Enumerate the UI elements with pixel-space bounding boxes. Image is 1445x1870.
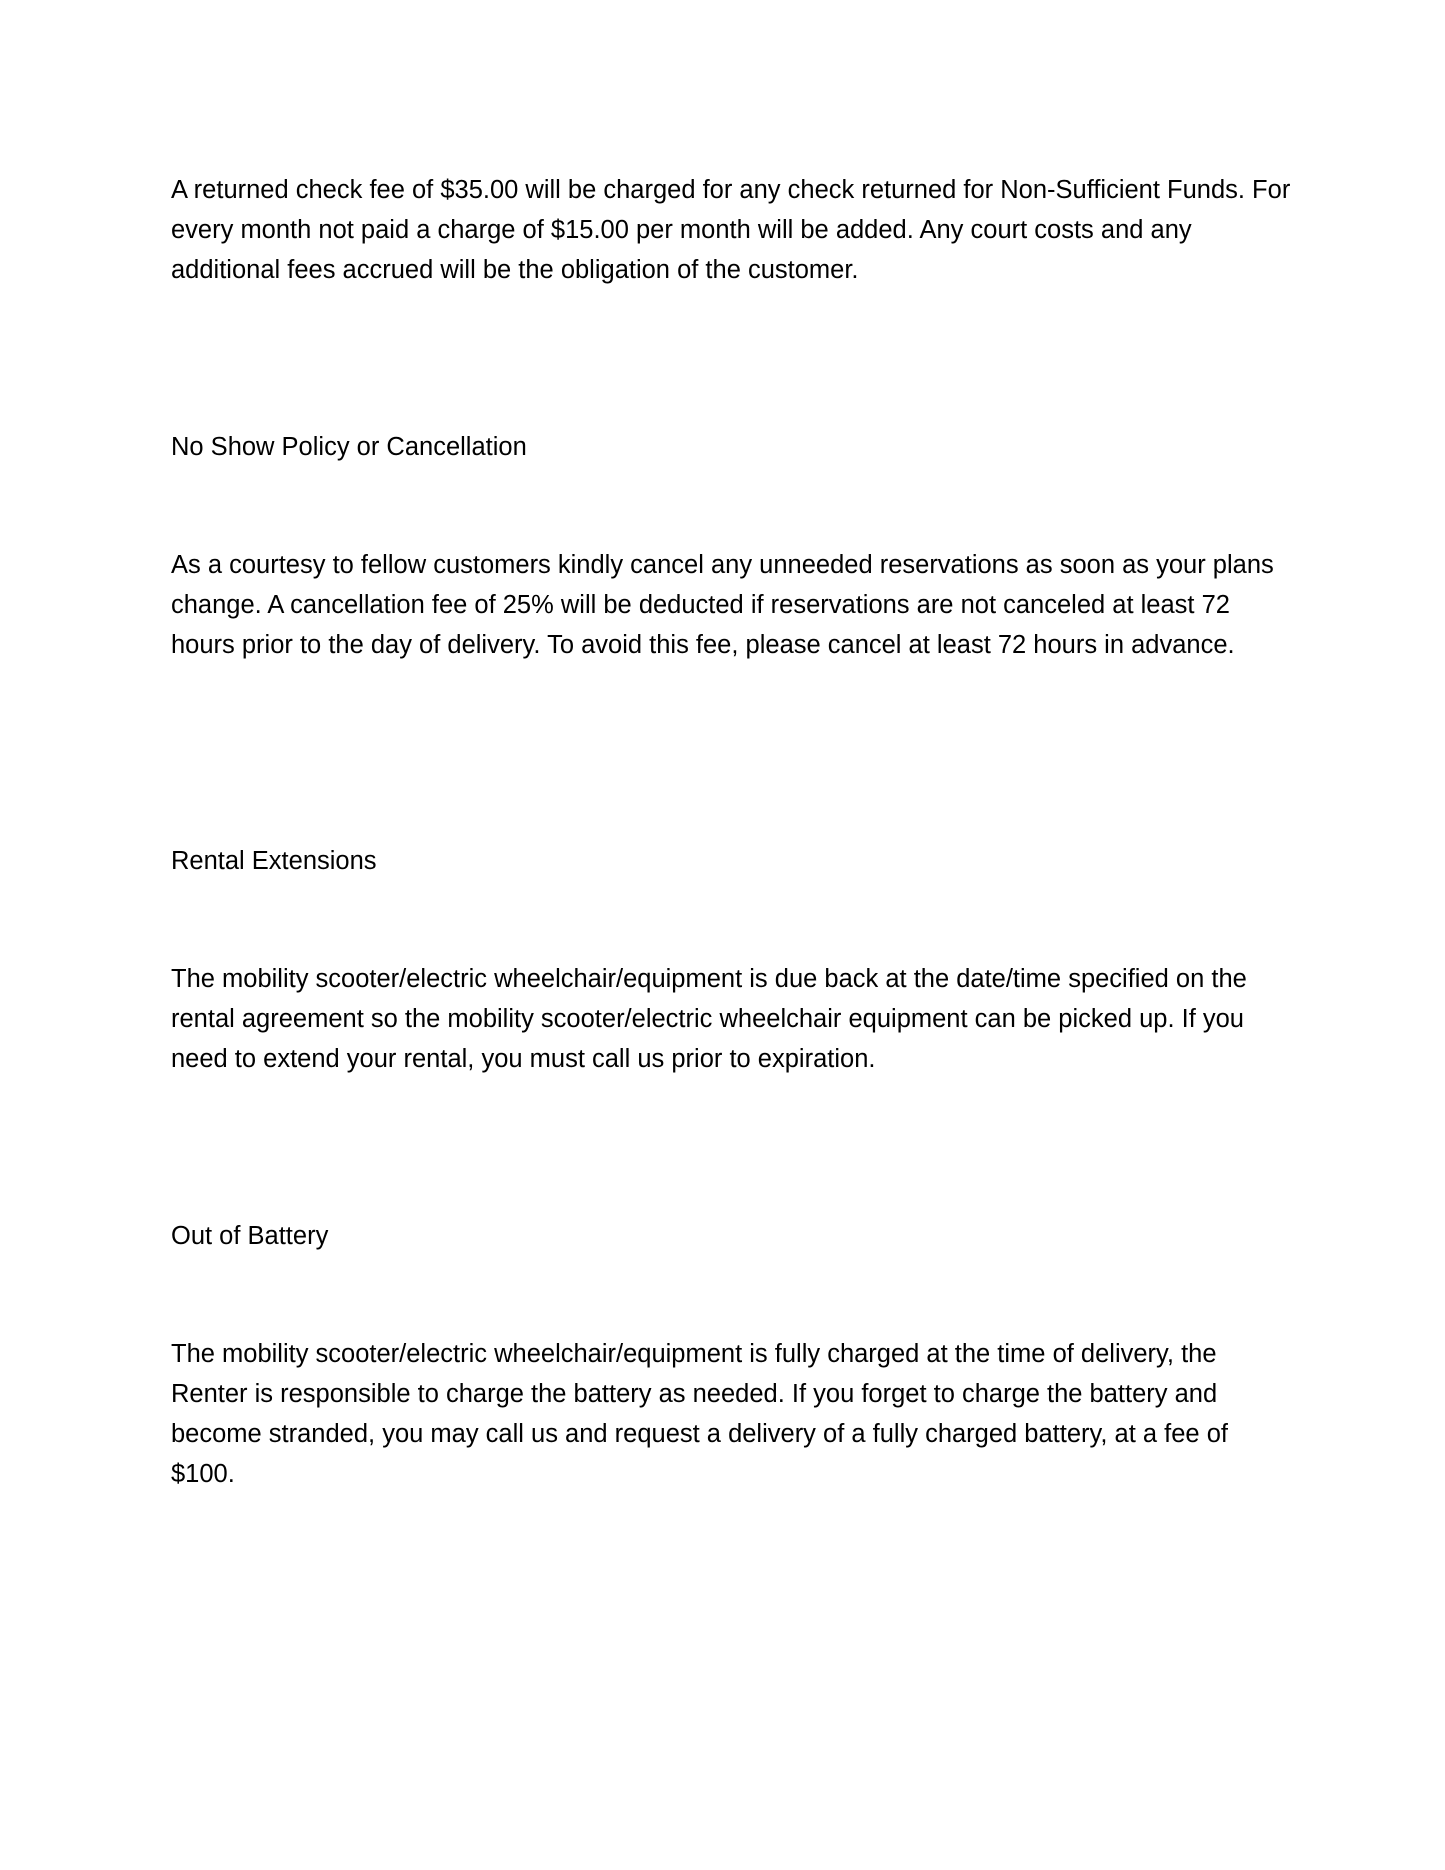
heading-no-show-policy: No Show Policy or Cancellation: [171, 433, 527, 461]
paragraph-rental-extensions: The mobility scooter/electric wheelchair/equipment is due back at the date/time specified on the rental agreement so the mobility scooter/electric wheelchair equipment can be picked up. If you need to extend your rental, you must call us prior to expiration.: [171, 965, 1247, 1073]
heading-rental-extensions: Rental Extensions: [171, 847, 377, 875]
paragraph-no-show-policy: As a courtesy to fellow customers kindly cancel any unneeded reservations as soon as your plans change. A cancellation fee of 25% will be deducted if reservations are not canceled at least 72 hours prior to the day of delivery. To avoid this fee, please cancel at least 72 hours in advance.: [171, 551, 1274, 659]
heading-out-of-battery: Out of Battery: [171, 1222, 329, 1250]
paragraph-returned-check-fee: A returned check fee of $35.00 will be charged for any check returned for Non-Sufficient Funds. For every month not paid a charge of $15.00 per month will be added. Any court costs and any additional fees accrued will be the obligation of the customer.: [171, 176, 1291, 284]
paragraph-out-of-battery: The mobility scooter/electric wheelchair/equipment is fully charged at the time of delivery, the Renter is responsible to charge the battery as needed. If you forget to charge the battery and become stranded, you may call us and request a delivery of a fully charged battery, at a fee of $100.: [171, 1340, 1228, 1488]
